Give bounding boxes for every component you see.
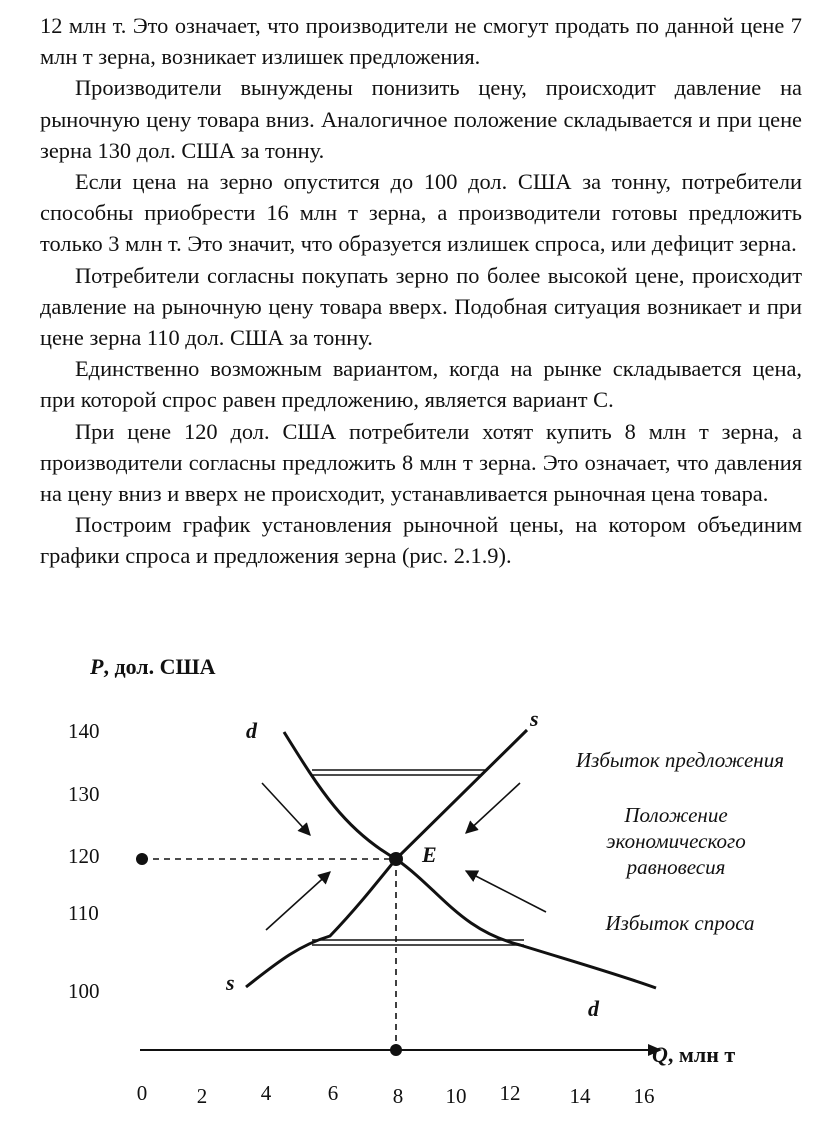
paragraph-7: Построим график установления рыночной цены, на котором объединим графики спроса и предложения зерна (рис. 2.1.9). xyxy=(40,512,802,569)
arrow-up-right xyxy=(466,871,546,912)
paragraph-1: 12 млн т. Это означает, что производители не смогут продать по данной цене 7 млн т зерна, возникает излишек предложения. xyxy=(40,13,802,70)
x-tick-8: 8 xyxy=(392,1084,404,1108)
paragraph-4: Потребители согласны покупать зерно по более высокой цене, происходит давление на рыночную цену товара вверх. Подобная ситуация возникает и при цене зерна 110 дол. США за тонну. xyxy=(40,262,802,351)
paragraph-5: Единственно возможным вариантом, когда на рынке складывается цена, при которой спрос равен предложению, является вариант С. xyxy=(40,356,802,413)
x-tick-4: 4 xyxy=(260,1081,272,1105)
x-axis-symbol: Q xyxy=(652,1042,668,1067)
annotation-equilibrium-line-1: Положение xyxy=(624,803,728,827)
annotation-surplus-demand: Избыток спроса xyxy=(605,911,755,935)
y-axis-title xyxy=(89,654,216,679)
supply-label-bottom: s xyxy=(226,970,235,995)
text-block xyxy=(40,10,802,572)
annotation-surplus-supply: Избыток предложения xyxy=(576,748,784,772)
x-axis-title xyxy=(652,1042,735,1067)
y-tick-120: 120 xyxy=(68,844,100,868)
y-axis-symbol: P xyxy=(90,654,104,679)
y-tick-130: 130 xyxy=(68,782,100,806)
supply-label-top: s xyxy=(530,706,539,731)
paragraph-2: Производители вынуждены понизить цену, происходит давление на рыночную цену товара вниз. Аналогичное положение складывается и при цене зерна 130 дол. США за тонну. xyxy=(40,75,802,163)
demand-label-top: d xyxy=(246,718,257,743)
x-tick-6: 6 xyxy=(327,1081,339,1105)
y-tick-110: 110 xyxy=(68,901,99,925)
x-axis-unit: , млн т xyxy=(667,1042,736,1067)
x-tick-2: 2 xyxy=(196,1084,208,1108)
surplus-demand-lines xyxy=(312,940,524,945)
surplus-supply-lines xyxy=(312,770,486,775)
y-axis-unit: , дол. США xyxy=(103,654,216,679)
equilibrium-label: E xyxy=(422,842,437,867)
supply-demand-chart xyxy=(0,640,816,1139)
annotation-equilibrium-line-2: экономического xyxy=(606,829,746,853)
equilibrium-quantity-dot xyxy=(390,1044,402,1056)
x-tick-14: 14 xyxy=(569,1084,591,1108)
equilibrium-price-dot xyxy=(136,853,148,865)
paragraph-6: При цене 120 дол. США потребители хотят купить 8 млн т зерна, а производители согласны предложить 8 млн т зерна. Это означает, что давления на цену вниз и вверх не происходит, устанавливается рыночная цена товара. xyxy=(40,418,802,507)
annotation-equilibrium-line-3: равновесия xyxy=(626,855,726,879)
arrow-down-left xyxy=(262,783,310,835)
x-tick-10: 10 xyxy=(445,1084,467,1108)
equilibrium-point xyxy=(389,852,403,866)
arrow-down-right xyxy=(466,783,520,833)
x-tick-12: 12 xyxy=(499,1081,521,1105)
paragraph-3: Если цена на зерно опустится до 100 дол. США за тонну, потребители способны приобрести 16 млн т зерна, а производители готовы предложить только 3 млн т. Это значит, что образуется излишек спроса, или дефицит зерна. xyxy=(40,169,802,257)
y-tick-100: 100 xyxy=(68,979,100,1003)
x-tick-0: 0 xyxy=(136,1081,148,1105)
y-tick-140: 140 xyxy=(68,719,100,743)
x-tick-16: 16 xyxy=(633,1084,655,1108)
arrow-up-left xyxy=(266,872,330,930)
demand-label-bottom: d xyxy=(588,996,599,1021)
